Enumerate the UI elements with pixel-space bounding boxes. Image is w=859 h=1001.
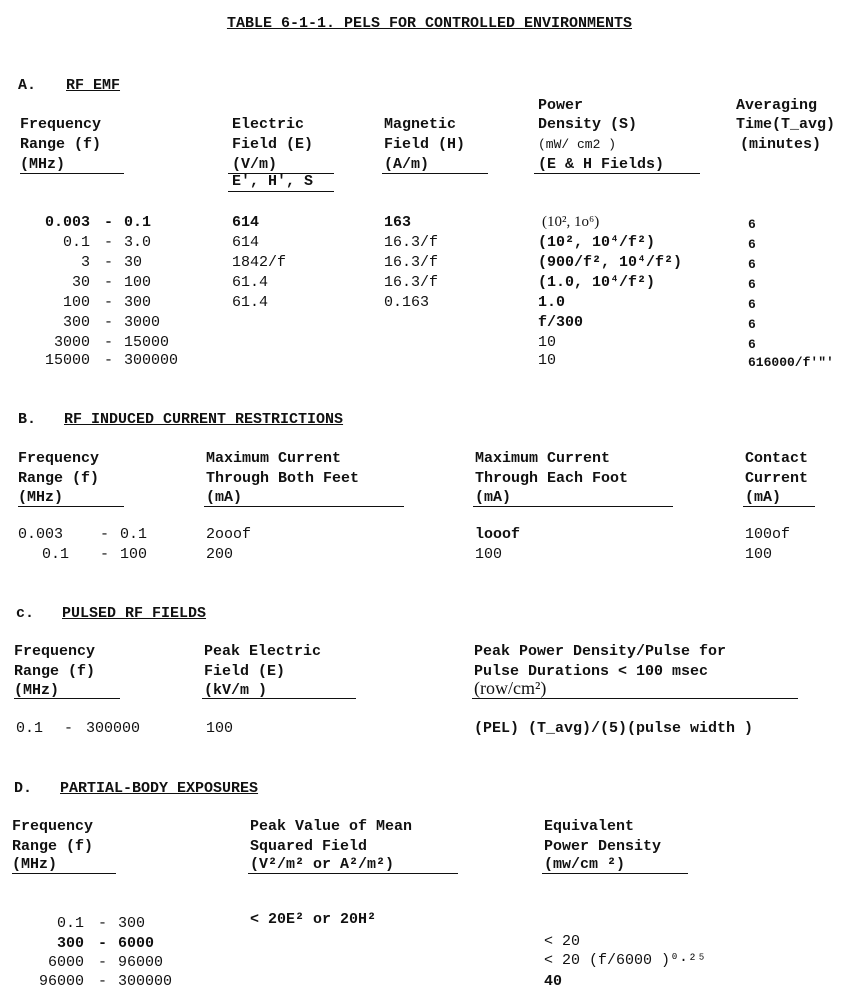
header-squared-field: Squared Field	[250, 838, 368, 855]
header-range: Range (f)	[14, 663, 96, 680]
equiv-value: < 20	[544, 933, 581, 950]
h-value: 16.3/f	[384, 254, 439, 271]
freq-high: 96000	[118, 954, 164, 971]
header-unit: (MHz)	[12, 856, 58, 873]
header-unit: (MHz)	[20, 156, 66, 173]
t-value: 6	[748, 297, 756, 312]
peak-value: < 20E² or 20H²	[250, 911, 377, 928]
s-value: (900/f², 10⁴/f²)	[538, 254, 683, 271]
freq-low: 6000	[47, 954, 84, 971]
header-magnetic-field: Field (H)	[384, 136, 466, 153]
t-value: 6	[748, 337, 756, 352]
header-unit: (MHz)	[18, 489, 64, 506]
s-value: 1.0	[538, 294, 566, 311]
section-d-title: PARTIAL-BODY EXPOSURES	[60, 780, 259, 797]
h-value: 16.3/f	[384, 274, 439, 291]
header-both-feet-through: Through Both Feet	[206, 470, 360, 487]
header-range: Range (f)	[12, 838, 94, 855]
header-magnetic-unit: (A/m)	[384, 156, 430, 173]
t-value: 6	[748, 277, 756, 292]
header-averaging: Averaging	[736, 97, 818, 114]
t-value: 6	[748, 237, 756, 252]
freq-low: 3	[80, 254, 90, 271]
header-peak-unit: (V²/m² or A²/m²)	[250, 856, 395, 873]
freq-high: 6000	[118, 935, 155, 952]
header-electric-note: E', H', S	[232, 173, 314, 190]
header-peak-power: Peak Power Density/Pulse for	[474, 643, 727, 660]
freq-dash: -	[98, 973, 108, 990]
freq-high: 0.1	[120, 526, 148, 543]
freq-dash: -	[104, 352, 114, 369]
s-value: (10², 10⁴/f²)	[538, 234, 656, 251]
h-value: 0.163	[384, 294, 430, 311]
s-value: f/300	[538, 314, 584, 331]
freq-high: 100	[124, 274, 152, 291]
s-value: (1.0, 10⁴/f²)	[538, 274, 656, 291]
header-power-density: Power Density	[544, 838, 662, 855]
header-range: Range (f)	[18, 470, 100, 487]
both-feet-value: 200	[206, 546, 234, 563]
freq-high: 0.1	[124, 214, 152, 231]
header-power: Power	[538, 97, 584, 114]
freq-high: 3.0	[124, 234, 152, 251]
section-a-label: A.	[18, 77, 37, 94]
freq-dash: -	[98, 954, 108, 971]
freq-low: 3000	[53, 334, 90, 351]
page-title: TABLE 6-1-1. PELS FOR CONTROLLED ENVIRONMENTS	[226, 15, 633, 32]
h-value: 16.3/f	[384, 234, 439, 251]
freq-low: 30	[71, 274, 90, 291]
peak-value: 100	[206, 720, 234, 737]
t-value: 6	[748, 257, 756, 272]
equiv-value: 40	[544, 973, 563, 990]
freq-low: 0.1	[62, 234, 90, 251]
header-frequency: Frequency	[18, 450, 100, 467]
header-frequency: Frequency	[14, 643, 96, 660]
s-value: 10	[538, 352, 557, 369]
freq-low: 0.1	[42, 546, 70, 563]
header-peak-unit: (kV/m )	[204, 682, 268, 699]
header-frequency: Frequency	[20, 116, 102, 133]
freq-low: 300	[56, 935, 84, 952]
e-value: 1842/f	[232, 254, 287, 271]
freq-low: 96000	[38, 973, 84, 990]
freq-high: 300000	[118, 973, 173, 990]
header-electric-field: Field (E)	[232, 136, 314, 153]
freq-dash: -	[104, 314, 114, 331]
freq-high: 100	[120, 546, 148, 563]
power-formula: (PEL) (T_avg)/(5)(pulse width )	[474, 720, 754, 737]
header-electric-unit: (V/m)	[232, 156, 278, 173]
t-value: 6	[748, 317, 756, 332]
freq-dash: -	[104, 234, 114, 251]
e-value: 614	[232, 214, 260, 231]
freq-low: 100	[62, 294, 90, 311]
e-value: 61.4	[232, 294, 269, 311]
header-contact: Contact	[745, 450, 809, 467]
t-value: 616000/f'"'	[748, 355, 834, 370]
freq-dash: -	[98, 935, 108, 952]
section-a-title: RF EMF	[66, 77, 121, 94]
header-unit: (MHz)	[14, 682, 60, 699]
header-peak-electric: Peak Electric	[204, 643, 322, 660]
contact-value: 100of	[745, 526, 791, 543]
freq-high: 30	[124, 254, 143, 271]
section-b-title: RF INDUCED CURRENT RESTRICTIONS	[64, 411, 344, 428]
freq-high: 3000	[124, 314, 161, 331]
freq-low: 300	[62, 314, 90, 331]
freq-low: 0.003	[44, 214, 90, 231]
header-peak-mean: Peak Value of Mean	[250, 818, 413, 835]
section-c-label: c.	[16, 605, 35, 622]
header-peak-field: Field (E)	[204, 663, 286, 680]
s-value: 10	[538, 334, 557, 351]
freq-high: 300000	[86, 720, 141, 737]
header-each-foot-unit: (mA)	[475, 489, 512, 506]
header-equivalent: Equivalent	[544, 818, 635, 835]
header-both-feet: Maximum Current	[206, 450, 342, 467]
header-pulse-durations: Pulse Durations < 100 msec	[474, 663, 709, 680]
header-contact-current: Current	[745, 470, 809, 487]
header-power-unit: (row/cm²)	[474, 678, 547, 698]
header-frequency: Frequency	[12, 818, 94, 835]
freq-dash: -	[104, 214, 114, 231]
freq-low: 15000	[44, 352, 90, 369]
header-electric: Electric	[232, 116, 305, 133]
header-power-fields: (E & H Fields)	[538, 156, 665, 173]
section-b-label: B.	[18, 411, 37, 428]
freq-dash: -	[64, 720, 74, 737]
section-d-label: D.	[14, 780, 33, 797]
header-averaging-unit: (minutes)	[740, 136, 822, 153]
header-power-unit: (mW/ cm2 )	[538, 137, 617, 152]
freq-dash: -	[104, 334, 114, 351]
freq-high: 300000	[124, 352, 179, 369]
header-each-foot: Maximum Current	[475, 450, 611, 467]
header-both-feet-unit: (mA)	[206, 489, 243, 506]
both-feet-value: 2ooof	[206, 526, 252, 543]
header-power-density: Density (S)	[538, 116, 638, 133]
freq-low: 0.003	[18, 526, 64, 543]
freq-dash: -	[100, 526, 110, 543]
s-value: (10², 1o⁶)	[542, 214, 600, 230]
freq-dash: -	[104, 294, 114, 311]
header-range: Range (f)	[20, 136, 102, 153]
section-c-title: PULSED RF FIELDS	[62, 605, 207, 622]
freq-dash: -	[104, 254, 114, 271]
freq-low: 0.1	[56, 915, 84, 932]
header-each-foot-through: Through Each Foot	[475, 470, 629, 487]
freq-dash: -	[100, 546, 110, 563]
h-value: 163	[384, 214, 412, 231]
freq-low: 0.1	[16, 720, 44, 737]
contact-value: 100	[745, 546, 773, 563]
e-value: 61.4	[232, 274, 269, 291]
each-foot-value: 100	[475, 546, 503, 563]
header-equiv-unit: (mw/cm ²)	[544, 856, 626, 873]
equiv-value: < 20 (f/6000 )⁰·²⁵	[544, 952, 707, 969]
header-contact-unit: (mA)	[745, 489, 782, 506]
header-averaging-time: Time(T_avg)	[736, 116, 836, 133]
freq-high: 15000	[124, 334, 170, 351]
header-magnetic: Magnetic	[384, 116, 457, 133]
t-value: 6	[748, 217, 756, 232]
freq-dash: -	[98, 915, 108, 932]
each-foot-value: looof	[475, 526, 521, 543]
freq-high: 300	[118, 915, 146, 932]
freq-high: 300	[124, 294, 152, 311]
freq-dash: -	[104, 274, 114, 291]
e-value: 614	[232, 234, 260, 251]
